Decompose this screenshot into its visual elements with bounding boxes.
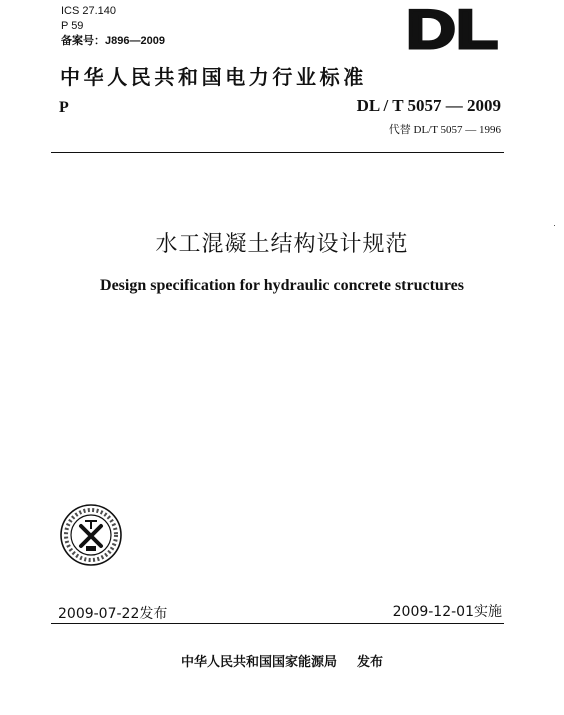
industry-standard-title: 中华人民共和国电力行业标准 [60, 65, 367, 89]
document-title-chinese: 水工混凝土结构设计规范 [155, 232, 409, 257]
ics-code: ICS 27.140 [61, 5, 117, 17]
issue-date: 2009-07-22发布 [58, 606, 168, 622]
filing-number: 备案号：J896—2009 [61, 35, 165, 47]
scan-speck [554, 225, 555, 226]
publisher-seal-icon [59, 503, 123, 567]
publish-verb: 发布 [357, 655, 384, 670]
effective-date: 2009-12-01实施 [392, 604, 502, 620]
standard-number: DL / T 5057 — 2009 [356, 96, 501, 115]
category-letter: P [59, 99, 69, 116]
bottom-divider [51, 623, 504, 624]
dl-logo-text: DL [406, 3, 498, 53]
top-divider [51, 152, 504, 153]
dl-logo [404, 3, 500, 53]
publisher-name: 中华人民共和国国家能源局 [180, 655, 337, 670]
document-title-english: Design specification for hydraulic concrete structures [100, 277, 464, 294]
replaces-standard: 代替 DL/T 5057 — 1996 [388, 124, 501, 136]
clc-code: P 59 [61, 20, 84, 32]
publisher-line [0, 651, 564, 670]
